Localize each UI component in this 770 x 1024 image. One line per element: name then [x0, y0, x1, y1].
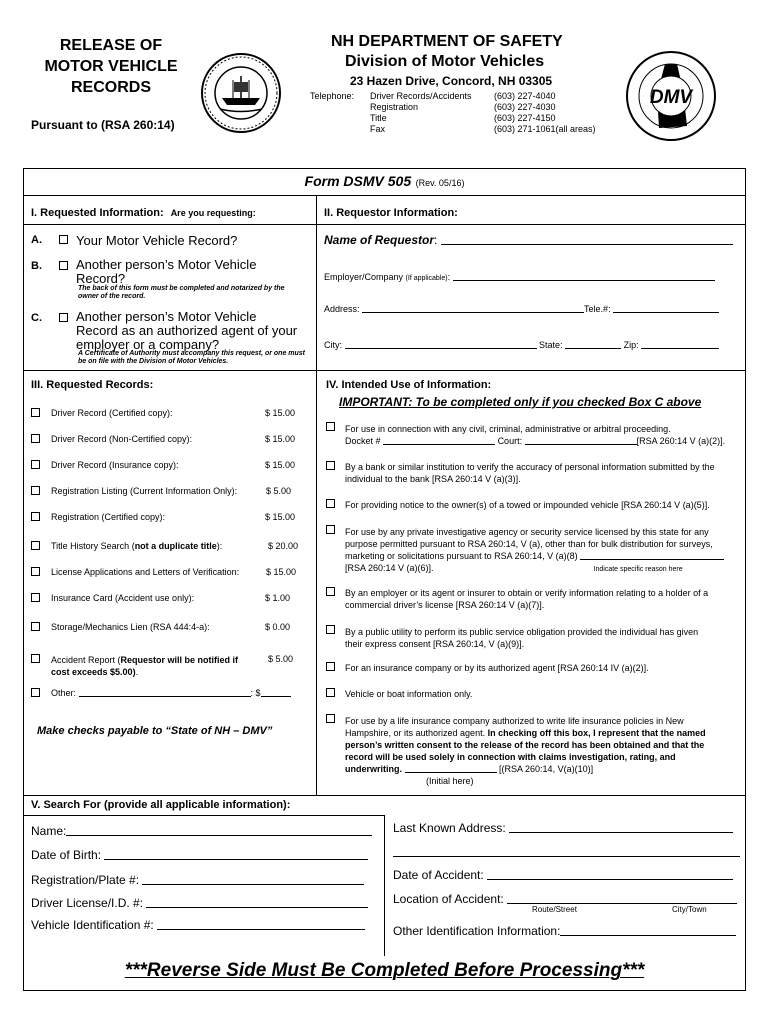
other-record-row: Other: : $ [51, 688, 291, 698]
record-price: $ 15.00 [265, 408, 296, 418]
divider [23, 795, 746, 796]
phone-number: (603) 271-1061(all areas) [494, 124, 596, 134]
search-license-row: Driver License/I.D. #: [31, 896, 368, 910]
record-price: $ 1.00 [265, 593, 291, 603]
use-label-1: For use in connection with any civil, criminal, administrative or arbitral proceeding. Docket # Court: [RSA 260:14 V (a)(2)]. [345, 424, 726, 446]
use-label-8: Vehicle or boat information only. [345, 689, 473, 699]
use-checkbox-1[interactable] [326, 422, 335, 431]
record-checkbox[interactable] [31, 512, 40, 521]
accident-report-label: Accident Report (Requestor will be notified if cost exceeds $5.00). [51, 655, 239, 677]
section-ii-title: II. Requestor Information: [324, 207, 458, 219]
record-label: License Applications and Letters of Verification: [51, 567, 240, 577]
record-price: $ 0.00 [265, 622, 291, 632]
use-checkbox-7[interactable] [326, 662, 335, 671]
record-price: $ 15.00 [265, 460, 296, 470]
record-checkbox[interactable] [31, 408, 40, 417]
department-address: 23 Hazen Drive, Concord, NH 03305 [350, 74, 553, 88]
record-label: Storage/Mechanics Lien (RSA 444:4-a): [51, 622, 210, 632]
form-title-left: RELEASE OF MOTOR VEHICLE RECORDS [44, 37, 178, 96]
address-row: Address: Tele.#: [324, 304, 719, 314]
center-divider-lower [384, 815, 385, 956]
phone-list [370, 91, 472, 135]
section-v-title: V. Search For (provide all applicable information): [31, 799, 291, 811]
record-label: Title History Search (not a duplicate title): [51, 541, 223, 551]
use-label-5: By an employer or its agent or insurer to obtain or verify information relating to a holder of a commercial driver’s license [RSA 260:14 V (a)(7)]. [345, 588, 709, 610]
record-label: Registration Listing (Current Information Only): [51, 486, 238, 496]
record-checkbox[interactable] [31, 460, 40, 469]
use-label-6: By a public utility to perform its public service obligation provided the individual has given their express consent [RSA 260:14, V (a)(9)]. [345, 627, 699, 649]
section-i-title: I. Requested Information: Are you requesting: [31, 207, 256, 219]
city-row: City: State: Zip: [324, 340, 719, 350]
search-name-field[interactable] [66, 825, 372, 836]
search-license-field[interactable] [146, 897, 368, 908]
use-checkbox-5[interactable] [326, 587, 335, 596]
option-b-letter: B. [31, 260, 42, 272]
use-checkbox-9[interactable] [326, 714, 335, 723]
route-street-label: Route/Street [532, 905, 577, 914]
use-label-2: By a bank or similar institution to verify the accuracy of personal information submitted by the individual to the bank [RSA 260:14 V (a)(3)]. [345, 462, 715, 484]
use-checkbox-2[interactable] [326, 461, 335, 470]
record-price: $ 15.00 [266, 567, 297, 577]
search-plate-field[interactable] [142, 874, 364, 885]
telephone-label: Telephone: [310, 91, 355, 101]
requestor-address-field[interactable] [362, 304, 584, 313]
divider [23, 370, 746, 371]
phone-number: (603) 227-4030 [494, 102, 556, 112]
requestor-zip-field[interactable] [641, 340, 719, 349]
other-record-field[interactable] [79, 688, 251, 697]
location-accident-field[interactable] [507, 893, 737, 904]
record-price: $ 15.00 [265, 434, 296, 444]
option-a-letter: A. [31, 234, 42, 246]
phone-label: Driver Records/Accidents [370, 91, 472, 101]
record-checkbox[interactable] [31, 567, 40, 576]
phone-number: (603) 227-4040 [494, 91, 556, 101]
search-dob-field[interactable] [104, 849, 368, 860]
use-checkbox-8[interactable] [326, 688, 335, 697]
last-known-address-line2[interactable] [393, 856, 740, 857]
divider [23, 195, 746, 196]
initial-field[interactable] [405, 764, 497, 773]
other-price-field[interactable] [261, 688, 291, 697]
record-price: $ 15.00 [265, 512, 296, 522]
option-c-note: A Certificate of Authority must accompany this request, or one must be on file with the Division of Motor Vehicles. [78, 350, 306, 365]
nh-state-seal [200, 52, 282, 134]
phone-label: Fax [370, 124, 386, 134]
record-checkbox[interactable] [31, 486, 40, 495]
divider [23, 224, 316, 225]
accident-report-checkbox[interactable] [31, 654, 40, 663]
option-c-checkbox[interactable] [59, 313, 68, 322]
initial-here-label: (Initial here) [426, 776, 474, 786]
record-label: Driver Record (Insurance copy): [51, 460, 179, 470]
divider [316, 224, 746, 225]
record-checkbox[interactable] [31, 622, 40, 631]
option-b-checkbox[interactable] [59, 261, 68, 270]
search-vin-field[interactable] [157, 919, 365, 930]
use-label-3: For providing notice to the owner(s) of a towed or impounded vehicle [RSA 260:14 V (a)(5)]. [345, 500, 710, 510]
dmv-logo [625, 50, 717, 142]
other-id-field[interactable] [560, 925, 736, 936]
form-rev: (Rev. 05/16) [415, 178, 465, 188]
record-label: Insurance Card (Accident use only): [51, 593, 195, 603]
search-name-row: Name: [31, 824, 372, 838]
section-iii-title: III. Requested Records: [31, 379, 154, 391]
docket-field[interactable] [383, 436, 495, 445]
record-checkbox[interactable] [31, 593, 40, 602]
division-name: Division of Motor Vehicles [345, 53, 545, 70]
use-checkbox-4[interactable] [326, 525, 335, 534]
date-accident-row: Date of Accident: [393, 868, 733, 882]
footer-warning: ***Reverse Side Must Be Completed Before Processing*** [124, 960, 645, 981]
search-dob-row: Date of Birth: [31, 848, 368, 862]
requestor-city-field[interactable] [345, 340, 537, 349]
requestor-tel-field[interactable] [613, 304, 719, 313]
requestor-name-field[interactable] [441, 235, 733, 245]
option-c-letter: C. [31, 312, 42, 324]
employer-field[interactable] [453, 272, 715, 281]
employer-row: Employer/Company (If applicable): [324, 272, 715, 282]
divider [23, 815, 384, 816]
important-note: IMPORTANT: To be completed only if you checked Box C above [339, 395, 702, 409]
record-label: Driver Record (Non-Certified copy): [51, 434, 193, 444]
form-id [23, 173, 746, 191]
dmv-logo-text: DMV [649, 87, 693, 108]
department-name: NH DEPARTMENT OF SAFETY [331, 33, 563, 50]
requestor-name-row: Name of Requestor: [324, 233, 733, 247]
record-label: Driver Record (Certified copy): [51, 408, 173, 418]
other-record-checkbox[interactable] [31, 688, 40, 697]
use-label-9: For use by a life insurance company authorized to write life insurance policies in New Hampshire, or its authorized agent. In checking off this box, I represent that the named person’s written consent to the release of the record has been obtained and that the record will be used solely in connection with claims investigation, rating, and underwriting. [(RSA 260:14, V(a)(10)] [345, 716, 706, 774]
option-a-checkbox[interactable] [59, 235, 68, 244]
record-label: Registration (Certified copy): [51, 512, 166, 522]
use-label-7: For an insurance company or by its authorized agent [RSA 260:14 IV (a)(2)]. [345, 663, 649, 673]
location-accident-row: Location of Accident: [393, 892, 737, 906]
option-a-label: Your Motor Vehicle Record? [76, 233, 238, 248]
use-checkbox-6[interactable] [326, 625, 335, 634]
last-known-address-row: Last Known Address: [393, 821, 733, 835]
search-plate-row: Registration/Plate #: [31, 873, 364, 887]
last-known-address-field[interactable] [509, 822, 733, 833]
search-vin-row: Vehicle Identification #: [31, 918, 365, 932]
option-b-label: Another person’s Motor Vehicle Record? [76, 257, 257, 286]
court-field[interactable] [525, 436, 637, 445]
accident-report-price: $ 5.00 [268, 654, 294, 664]
record-checkbox[interactable] [31, 541, 40, 550]
center-divider [316, 195, 317, 795]
other-id-row: Other Identification Information: [393, 924, 736, 938]
phone-label: Title [370, 113, 387, 123]
pursuant-text: Pursuant to (RSA 260:14) [31, 118, 175, 132]
date-accident-field[interactable] [487, 869, 733, 880]
form-name: Form DSMV 505 [304, 173, 412, 189]
checks-payable-note: Make checks payable to “State of NH – DMV” [37, 725, 273, 737]
record-checkbox[interactable] [31, 434, 40, 443]
phone-label: Registration [370, 102, 419, 112]
record-price: $ 20.00 [268, 541, 299, 551]
record-price: $ 5.00 [266, 486, 292, 496]
use-label-4: For use by any private investigative agency or security service licensed by this state for any purpose permitted pursuant to RSA 260:14, V (a), other than for bulk distribution for surveys, marketing or solicitations pursuant to RSA 260:14, V (a)(8) [RSA 260:14 V (a)(6)]. Indicate specific reason here [345, 526, 724, 576]
section-iv-title: IV. Intended Use of Information: [326, 379, 492, 391]
phone-numbers [494, 91, 596, 135]
option-c-label: Another person’s Motor Vehicle Record as an authorized agent of your employer or a company? [76, 309, 298, 352]
phone-number: (603) 227-4150 [494, 113, 556, 123]
use-checkbox-3[interactable] [326, 499, 335, 508]
city-town-label: City/Town [672, 905, 707, 914]
option-b-note: The back of this form must be completed and notarized by the owner of the record. [78, 285, 285, 300]
specific-reason-field[interactable] [580, 551, 724, 560]
requestor-state-field[interactable] [565, 340, 621, 349]
